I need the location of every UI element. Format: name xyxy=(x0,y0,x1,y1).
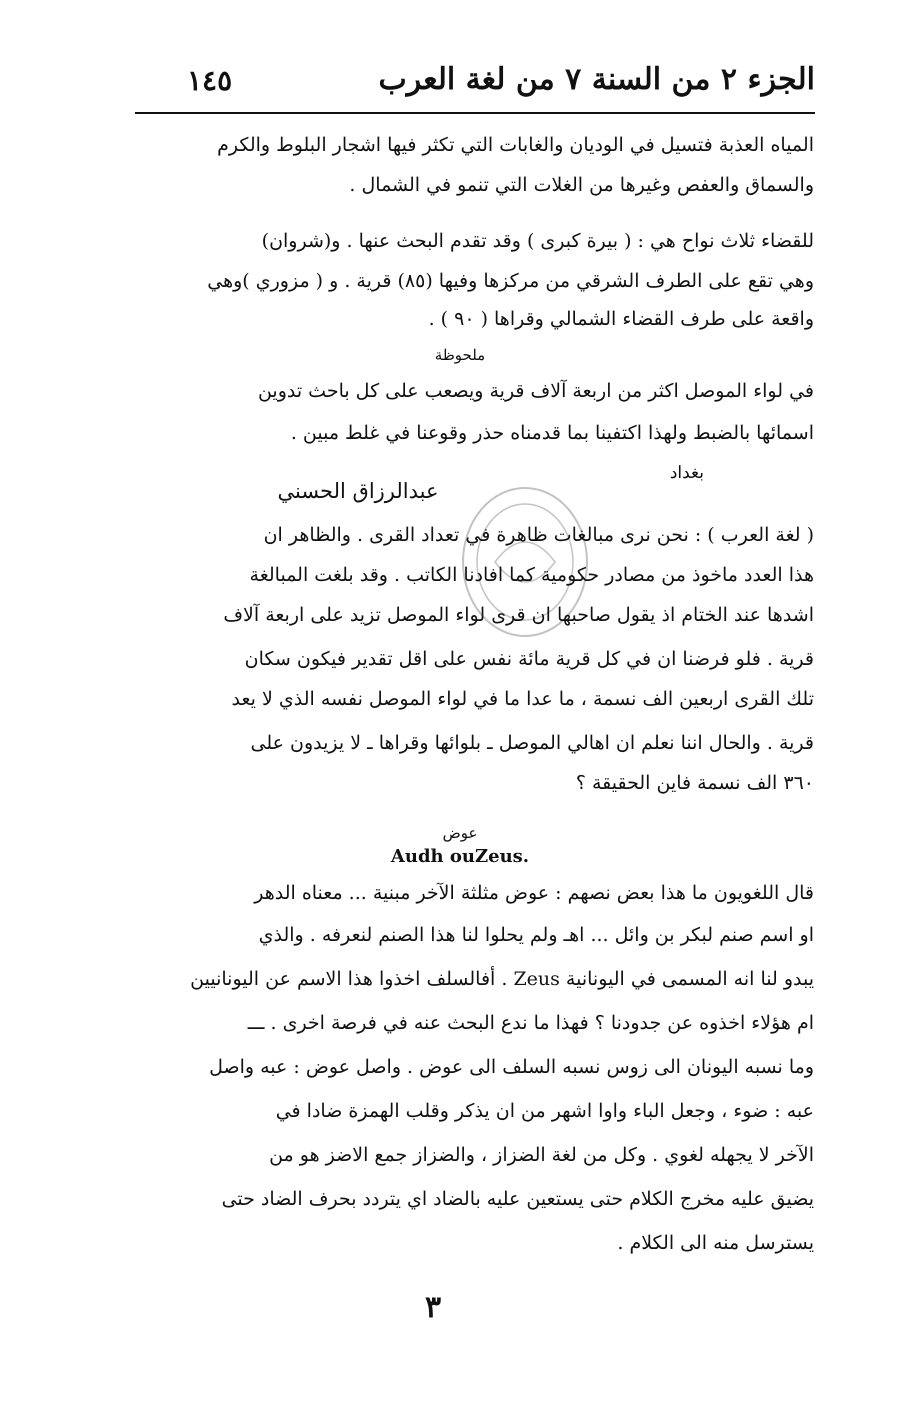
paragraph-line: والسماق والعفص وغيرها من الغلات التي تنمو في الشمال . xyxy=(349,174,814,196)
header-title: الجزء ٢ من السنة ٧ من لغة العرب xyxy=(378,62,815,97)
paragraph-line: في لواء الموصل اكثر من اربعة آلاف قرية ويصعب على كل باحث تدوين xyxy=(257,380,814,402)
paragraph-line: يسترسل منه الى الكلام . xyxy=(617,1232,814,1254)
paragraph-line: المياه العذبة فتسيل في الوديان والغابات التي تكثر فيها اشجار البلوط والكرم xyxy=(217,134,814,156)
paragraph-line: يضيق عليه مخرج الكلام حتى يستعين عليه بالضاد اي يتردد بحرف الضاد حتى xyxy=(221,1188,814,1210)
paragraph-line: الآخر لا يجهله لغوي . وكل من لغة الضزاز ، والضزاز جمع الاضز هو من xyxy=(269,1144,814,1166)
paragraph-line: قال اللغويون ما هذا بعض نصهم : عوض مثلثة الآخر مبنية ... معناه الدهر xyxy=(254,882,814,904)
paragraph-line: ( لغة العرب ) : نحن نرى مبالغات ظاهرة في تعداد القرى . والظاهر ان xyxy=(263,524,814,546)
paragraph-line: اشدها عند الختام اذ يقول صاحبها ان قرى لواء الموصل تزيد على اربعة آلاف xyxy=(223,604,814,626)
paragraph-line: ام هؤلاء اخذوه عن جدودنا ؟ فهذا ما ندع البحث عنه في فرصة اخرى . ـــ xyxy=(247,1012,814,1034)
paragraph-line: هذا العدد ماخوذ من مصادر حكومية كما افادنا الكاتب . وقد بلغت المبالغة xyxy=(249,564,814,586)
paragraph-line: وما نسبه اليونان الى زوس نسبه السلف الى عوض . واصل عوض : عبه واصل xyxy=(209,1056,814,1078)
note-place: بغداد xyxy=(669,463,704,483)
signature-number: ٣ xyxy=(425,1290,442,1325)
paragraph-line: عبه : ضوء ، وجعل الباء واوا اشهر من ان يذكر وقلب الهمزة ضادا في xyxy=(275,1100,814,1122)
paragraph-line: ٣٦٠ الف نسمة فاين الحقيقة ؟ xyxy=(575,772,814,794)
paragraph-line: قرية . والحال اننا نعلم ان اهالي الموصل ـ بلوائها وقراها ـ لا يزيدون على xyxy=(250,732,814,754)
section-heading-latin: Audh ouZeus. xyxy=(390,846,530,867)
paragraph-line: للقضاء ثلاث نواح هي : ( بيرة كبرى ) وقد تقدم البحث عنها . و(شروان) xyxy=(261,230,814,252)
paragraph-line: او اسم صنم لبكر بن وائل ... اهـ ولم يحلوا لنا هذا الصنم لنعرفه . والذي xyxy=(258,924,814,946)
paragraph-line: وهي تقع على الطرف الشرقي من مركزها وفيها (٨٥) قرية . و ( مزوري )وهي xyxy=(207,270,814,292)
note-heading: ملحوظة xyxy=(434,346,486,364)
paragraph-line: اسمائها بالضبط ولهذا اكتفينا بما قدمناه حذر وقوعنا في غلط مبين . xyxy=(290,422,814,444)
page-number: ١٤٥ xyxy=(187,64,233,97)
section-heading-arabic: عوض xyxy=(442,824,478,842)
paragraph-line: واقعة على طرف القضاء الشمالي وقراها ( ٩٠ ) . xyxy=(428,308,814,330)
running-header xyxy=(135,58,815,114)
note-author: عبدالرزاق الحسني xyxy=(277,479,439,503)
paragraph-line: تلك القرى اربعين الف نسمة ، ما عدا ما في لواء الموصل نفسه الذي لا يعد xyxy=(231,688,814,710)
paragraph-line: يبدو لنا انه المسمى في اليونانية Zeus . أفالسلف اخذوا هذا الاسم عن اليونانيين xyxy=(190,968,814,990)
paragraph-line: قرية . فلو فرضنا ان في كل قرية مائة نفس على اقل تقدير فيكون سكان xyxy=(244,648,814,670)
